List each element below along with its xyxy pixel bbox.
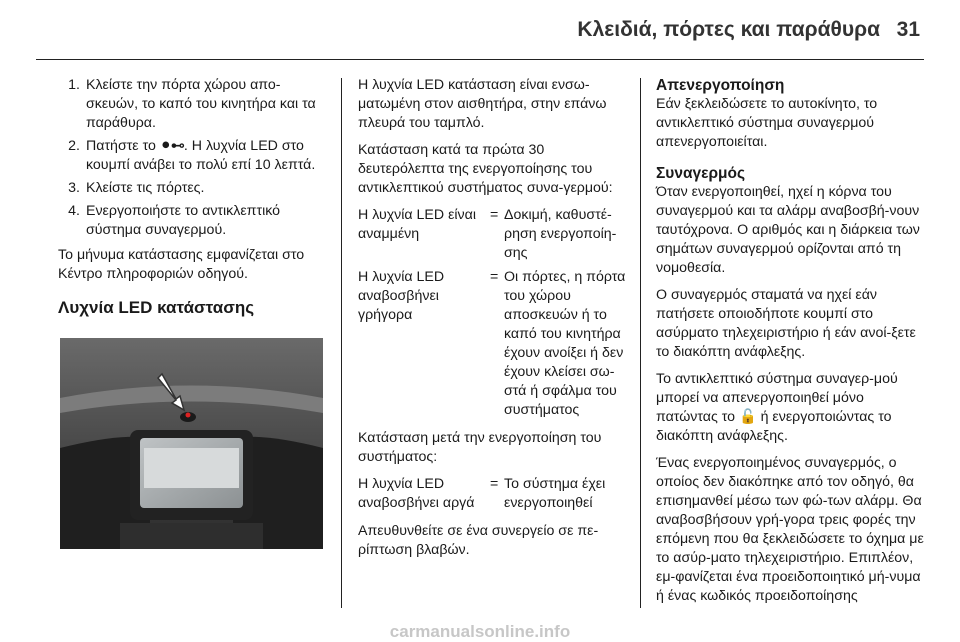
equals-sign: = <box>490 207 499 223</box>
led-status-table-1 <box>358 206 626 420</box>
led-state: Η λυχνία LED αναβοσβήνει αργά <box>358 476 475 511</box>
led-meaning: Το σύστημα έχει ενεργοποιηθεί <box>504 476 606 511</box>
alarm-p3-after: ή ενεργοποιώντας το διακόπτη ανάφλεξης. <box>656 409 892 444</box>
dashboard-led-sensor-photo <box>60 338 323 549</box>
list-item <box>60 137 328 175</box>
after-activation-label: Κατάσταση μετά την ενεργοποίηση του συστήματος: <box>358 430 602 465</box>
lock-key-icon: ⚫⊷ <box>159 138 184 154</box>
table-row <box>358 475 626 513</box>
equals-sign: = <box>490 476 499 492</box>
led-state: Η λυχνία LED είναι αναμμένη <box>358 207 477 242</box>
alarm-paragraph-4: Ένας ενεργοποιημένος συναγερμός, ο οποίος δεν διακόπηκε από τον οδηγό, θα επισημανθεί μέσω των φώ-των αλάρμ. Θα αναβοσβήσουν γρή-γορα τρεις φορές την επόμενη που θα ξεκλειδώσετε το όχημα με το ασύρ-ματο τηλεχειριστήριο. Επιπλέον, εμ-φανίζεται ένα προειδοποιητικό μή-νυμα ή ένας κωδικός προειδοποίησης <box>656 455 924 604</box>
alarm-paragraph-1: Όταν ενεργοποιηθεί, ηχεί η κόρνα του συναγερμού και τα αλάρμ αναβοσβή-νουν ταυτόχρονα. Ο αριθμός και η διάρκεια των σημάτων συναγερμού ορίζονται από τη νομοθεσία. <box>656 184 920 276</box>
step-text-after: . Η λυχνία LED στο κουμπί ανάβει το πολύ επί 10 λεπτά. <box>86 138 316 173</box>
first-30s-label: Κατάσταση κατά τα πρώτα 30 δευτερόλεπτα της ενεργοποίησης του αντικλεπτικού συστήματος συνα-γερμού: <box>358 142 613 196</box>
fault-note: Απευθυνθείτε σε ένα συνεργείο σε πε-ρίπτωση βλαβών. <box>358 523 599 558</box>
section-heading-alarm: Συναγερμός <box>656 165 746 182</box>
alarm-paragraph-2: Ο συναγερμός σταματά να ηχεί εάν πατήσετε οποιοδήποτε κουμπί στο ασύρματο τηλεχειριστήριο ή εάν ανοί-ξετε το διακόπτη ανάφλεξης. <box>656 287 916 360</box>
dashboard-illustration <box>60 338 323 549</box>
step-text: Ενεργοποιήστε το αντικλεπτικό σύστημα συναγερμού. <box>86 203 281 238</box>
steps-list <box>60 76 328 240</box>
led-meaning: Οι πόρτες, η πόρτα του χώρου αποσκευών ή το καπό του κινητήρα έχουν ανοίξει ή δεν έχουν κλείσει σω-στά ή σφάλμα του συστήματος <box>504 269 626 418</box>
page-header <box>0 0 960 60</box>
list-item <box>60 76 328 133</box>
led-meaning: Δοκιμή, καθυστέ-ρηση ενεργοποίη-σης <box>504 207 617 261</box>
table-row <box>358 206 626 263</box>
column-divider-1 <box>341 78 342 608</box>
step-number: 3. <box>68 180 80 196</box>
led-state: Η λυχνία LED αναβοσβήνει γρήγορα <box>358 269 445 323</box>
header-divider <box>36 59 924 60</box>
led-location-text: Η λυχνία LED κατάσταση είναι ενσω-ματωμένη στον αισθητήρα, στην επάνω πλευρά του ταμπλό. <box>358 77 607 131</box>
step-number: 1. <box>68 77 80 93</box>
column-3 <box>656 76 926 614</box>
status-message-note: Το μήνυμα κατάστασης εμφανίζεται στο Κέντρο πληροφοριών οδηγού. <box>58 247 305 282</box>
alarm-paragraph-3 <box>656 370 926 446</box>
step-text-before: Πατήστε το <box>86 138 160 154</box>
watermark: carmanualsonline.info <box>389 622 571 641</box>
list-item <box>60 202 328 240</box>
column-divider-2 <box>640 78 641 608</box>
deactivation-text: Εάν ξεκλειδώσετε το αυτοκίνητο, το αντικλεπτικό σύστημα συναγερμού απενεργοποιείται. <box>656 96 878 150</box>
equals-sign: = <box>490 269 499 285</box>
step-number: 4. <box>68 203 80 219</box>
page-title: Κλειδιά, πόρτες και παράθυρα <box>577 18 880 41</box>
step-text: Κλείστε τις πόρτες. <box>86 180 205 196</box>
section-heading-led: Λυχνία LED κατάστασης <box>58 298 255 317</box>
alarm-p3-before: Το αντικλεπτικό σύστημα συναγερ-μού μπορεί να απενεργοποιηθεί μόνο πατώντας το <box>656 371 898 425</box>
section-heading-deactivation: Απενεργοποίηση <box>656 77 785 94</box>
led-status-table-2 <box>358 475 626 513</box>
unlock-icon: 🔓 <box>738 409 757 425</box>
page-number: 31 <box>896 18 920 41</box>
table-row <box>358 263 626 420</box>
column-2 <box>358 76 626 568</box>
step-text: Κλείστε την πόρτα χώρου απο-σκευών, το καπό του κινητήρα και τα παράθυρα. <box>86 77 316 131</box>
list-item <box>60 179 328 198</box>
column-1 <box>60 76 328 329</box>
step-number: 2. <box>68 138 80 154</box>
